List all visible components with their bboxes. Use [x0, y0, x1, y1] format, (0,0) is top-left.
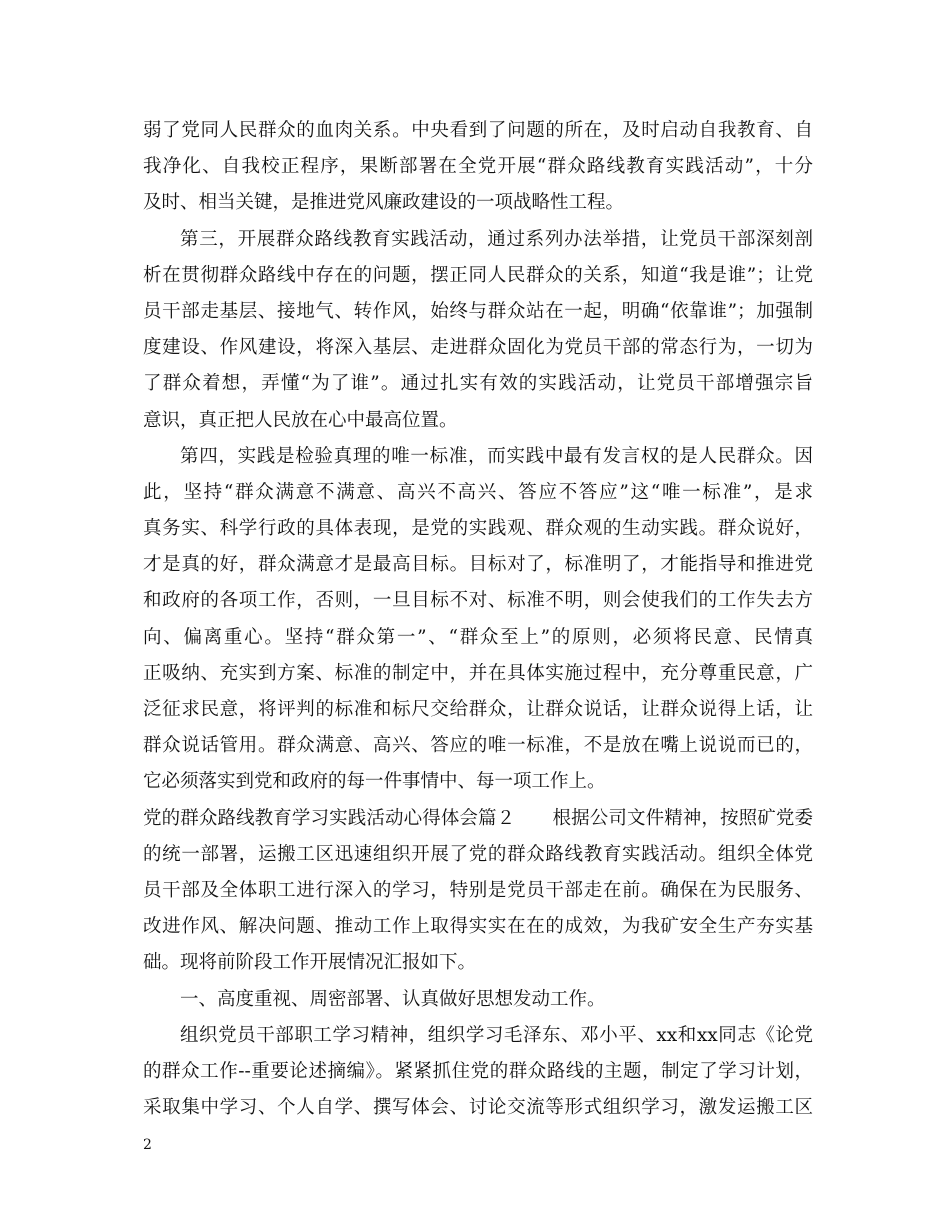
text-line: 弱了党同人民群众的血肉关系。中央看到了问题的所在，及时启动自我教育、自	[143, 120, 813, 141]
text-line: 的群众工作--重要论述摘编》。紧紧抓住党的群众路线的主题，制定了学习计划，	[143, 1060, 813, 1082]
text-line: 改进作风、解决问题、推动工作上取得实实在在的成效，为我矿安全生产夯实基	[143, 916, 813, 938]
subheading-line: 一、高度重视、周密部署、认真做好思想发动工作。	[180, 988, 606, 1010]
text-line: 析在贯彻群众路线中存在的问题，摆正同人民群众的关系，知道“我是谁”；让党	[143, 264, 813, 286]
page-number: 2	[143, 1137, 152, 1153]
text-line: 正吸纳、充实到方案、标准的制定中，并在具体实施过程中，充分尊重民意，广	[143, 662, 813, 684]
text-line: 它必须落实到党和政府的每一件事情中、每一项工作上。	[143, 771, 606, 793]
text-line: 向、偏离重心。坚持“群众第一”、“群众至上”的原则，必须将民意、民情真	[143, 626, 813, 648]
text-line: 的统一部署，运搬工区迅速组织开展了党的群众路线教育实践活动。组织全体党	[143, 843, 813, 865]
text-line: 真务实、科学行政的具体表现，是党的实践观、群众观的生动实践。群众说好，	[143, 518, 813, 540]
text-line: 群众说话管用。群众满意、高兴、答应的唯一标准，不是放在嘴上说说而已的，	[143, 735, 813, 757]
text-line: 此，坚持“群众满意不满意、高兴不高兴、答应不答应”这“唯一标准”，是求	[143, 481, 813, 503]
text-line: 础。现将前阶段工作开展情况汇报如下。	[143, 952, 477, 974]
text-line: 了群众着想，弄懂“为了谁”。通过扎实有效的实践活动，让党员干部增强宗旨	[143, 373, 813, 395]
document-body	[143, 113, 813, 1126]
text-line: 采取集中学习、个人自学、撰写体会、讨论交流等形式组织学习，激发运搬工区	[143, 1097, 813, 1119]
text-line: 第四，实践是检验真理的唯一标准，而实践中最有发言权的是人民群众。因	[180, 445, 813, 467]
text-line: 和政府的各项工作，否则，一旦目标不对、标准不明，则会使我们的工作失去方	[143, 590, 813, 612]
text-line: 我净化、自我校正程序，果断部署在全党开展“群众路线教育实践活动”，十分	[143, 156, 813, 178]
text-line: 组织党员干部职工学习精神，组织学习毛泽东、邓小平、xx和xx同志《论党	[180, 1024, 813, 1046]
text-line: 员干部走基层、接地气、转作风，始终与群众站在一起，明确“依靠谁”；加强制	[143, 300, 813, 322]
text-line: 意识，真正把人民放在心中最高位置。	[143, 409, 458, 431]
text-line: 员干部及全体职工进行深入的学习，特别是党员干部走在前。确保在为民服务、	[143, 879, 813, 901]
text-line: 度建设、作风建设，将深入基层、走进群众固化为党员干部的常态行为，一切为	[143, 337, 813, 359]
section-heading-line: 党的群众路线教育学习实践活动心得体会篇２ 根据公司文件精神，按照矿党委	[143, 807, 813, 829]
text-line: 及时、相当关键，是推进党风廉政建设的一项战略性工程。	[143, 192, 625, 214]
text-line: 泛征求民意，将评判的标准和标尺交给群众，让群众说话，让群众说得上话，让	[143, 699, 813, 720]
text-line: 才是真的好，群众满意才是最高目标。目标对了，标准明了，才能指导和推进党	[143, 554, 813, 576]
text-line: 第三，开展群众路线教育实践活动，通过系列办法举措，让党员干部深刻剖	[180, 228, 813, 250]
